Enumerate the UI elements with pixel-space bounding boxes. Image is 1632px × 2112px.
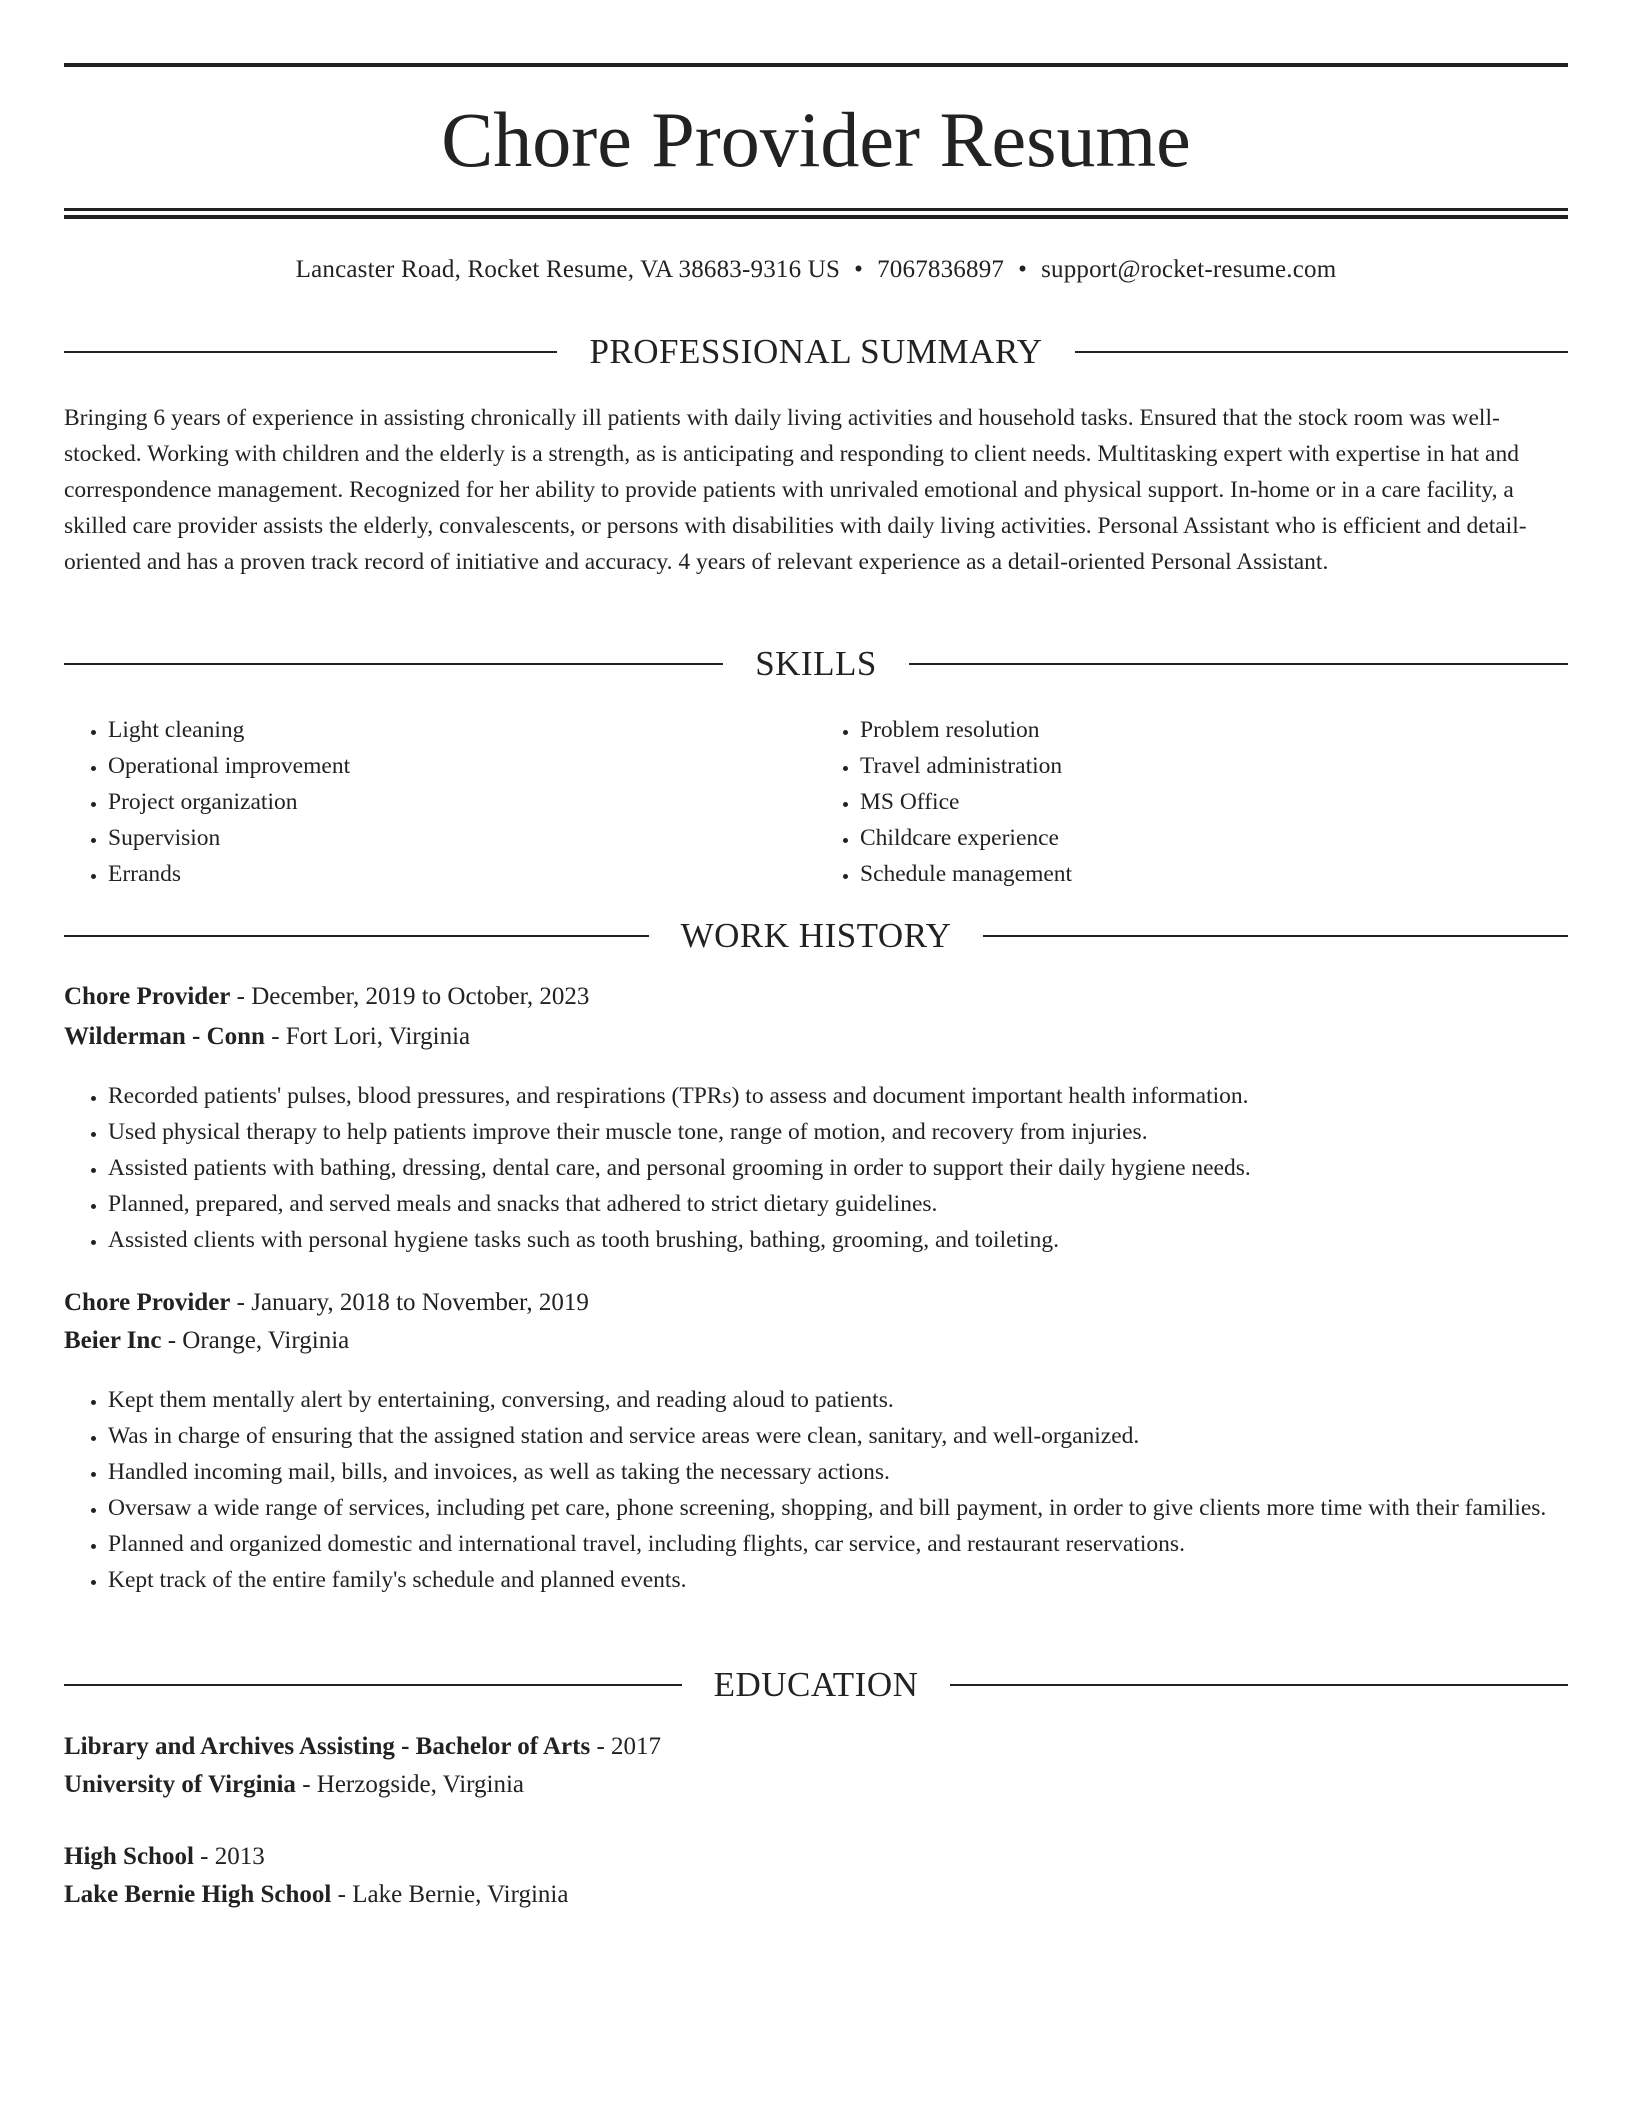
section-title: SKILLS [755,644,877,683]
section-rule [1075,351,1568,353]
job-bullet: • Kept them mentally alert by entertaining, conversing, and reading aloud to patients. [108,1382,1568,1418]
job-location: - Fort Lori, Virginia [264,1023,471,1050]
section-rule [983,935,1568,937]
section-header-work [64,914,1568,958]
section-header-skills [64,642,1568,686]
title-rule-lower [64,215,1568,219]
job-dates: - January, 2018 to November, 2019 [230,1289,589,1316]
skill-item: • Errands [108,856,816,892]
section-rule [64,935,649,937]
education-year: - 2013 [193,1843,265,1870]
section-rule [64,1684,682,1686]
job-title-line [64,978,1568,1016]
skill-item: • Supervision [108,820,816,856]
section-rule [909,663,1568,665]
section-title: WORK HISTORY [680,916,952,955]
job-bullet: • Recorded patients' pulses, blood pressures, and respirations (TPRs) to assess and document important health information. [108,1078,1568,1114]
job-bullets [64,1078,1568,1258]
section-title: PROFESSIONAL SUMMARY [589,332,1043,371]
skill-item: • Light cleaning [108,712,816,748]
contact-address: Lancaster Road, Rocket Resume, VA 38683-9316 US [295,256,841,283]
skill-item: • Childcare experience [860,820,1568,856]
education-degree: Library and Archives Assisting - Bachelor of Arts [64,1733,591,1760]
resume-title: Chore Provider Resume [441,96,1191,183]
education-school-line [64,1876,1568,1914]
education-degree-line [64,1728,1568,1766]
education-year: - 2017 [590,1733,662,1760]
contact-line [64,254,1568,286]
job-title-line [64,1284,1568,1322]
education-school: University of Virginia [64,1771,296,1798]
job-location: - Orange, Virginia [161,1327,350,1354]
skills-column-right [816,712,1568,892]
job-title: Chore Provider [64,1289,231,1316]
job-bullet: • Planned, prepared, and served meals and snacks that adhered to strict dietary guidelines. [108,1186,1568,1222]
skill-item: • Schedule management [860,856,1568,892]
skills-column-left [64,712,816,892]
education-location: - Herzogside, Virginia [295,1771,525,1798]
contact-phone: 7067836897 [877,256,1005,283]
education-degree: High School [64,1843,194,1870]
title-rule-upper [64,208,1568,211]
section-header-summary [64,330,1568,374]
contact-separator: • [854,256,864,283]
job-bullet: • Assisted patients with bathing, dressing, dental care, and personal grooming in order to support their daily hygiene needs. [108,1150,1568,1186]
skill-item: • Project organization [108,784,816,820]
section-rule [950,1684,1568,1686]
job-bullet: • Oversaw a wide range of services, including pet care, phone screening, shopping, and bill payment, in order to give clients more time with their families. [108,1490,1568,1526]
job-bullet: • Was in charge of ensuring that the assigned station and service areas were clean, sanitary, and well-organized. [108,1418,1568,1454]
job-bullets [64,1382,1568,1598]
job-company: Wilderman - Conn [64,1023,265,1050]
job-title: Chore Provider [64,983,231,1010]
job-bullet: • Assisted clients with personal hygiene tasks such as tooth brushing, bathing, grooming, and toileting. [108,1222,1568,1258]
section-rule [64,351,557,353]
skill-item: • MS Office [860,784,1568,820]
job-company-line [64,1018,1568,1056]
skill-item: • Travel administration [860,748,1568,784]
skills-list [64,712,1568,892]
job-company: Beier Inc [64,1327,162,1354]
education-school: Lake Bernie High School [64,1881,332,1908]
job-dates: - December, 2019 to October, 2023 [230,983,590,1010]
job-bullet: • Planned and organized domestic and international travel, including flights, car service, and restaurant reservations. [108,1526,1568,1562]
skill-item: • Problem resolution [860,712,1568,748]
summary-text: Bringing 6 years of experience in assisting chronically ill patients with daily living activities and household tasks. Ensured that the stock room was well-stocked. Working with children and the elderly is a strength, as is anticipating and responding to client needs. Multitasking expert with expertise in hat and correspondence management. Recognized for her ability to provide patients with unrivaled emotional and physical support. In-home or in a care facility, a skilled care provider assists the elderly, convalescents, or persons with disabilities with daily living activities. Personal Assistant who is efficient and detail-oriented and has a proven track record of initiative and accuracy. 4 years of relevant experience as a detail-oriented Personal Assistant. [64,405,1527,575]
job-company-line [64,1322,1568,1360]
skill-item: • Operational improvement [108,748,816,784]
education-location: - Lake Bernie, Virginia [331,1881,569,1908]
section-title: EDUCATION [713,1665,919,1704]
contact-separator: • [1018,256,1028,283]
education-school-line [64,1766,1568,1804]
section-rule [64,663,723,665]
job-bullet: • Kept track of the entire family's schedule and planned events. [108,1562,1568,1598]
contact-email: support@rocket-resume.com [1041,256,1337,283]
education-degree-line [64,1838,1568,1876]
top-rule [64,63,1568,67]
job-bullet: • Used physical therapy to help patients improve their muscle tone, range of motion, and recovery from injuries. [108,1114,1568,1150]
job-bullet: • Handled incoming mail, bills, and invoices, as well as taking the necessary actions. [108,1454,1568,1490]
section-header-education [64,1663,1568,1707]
